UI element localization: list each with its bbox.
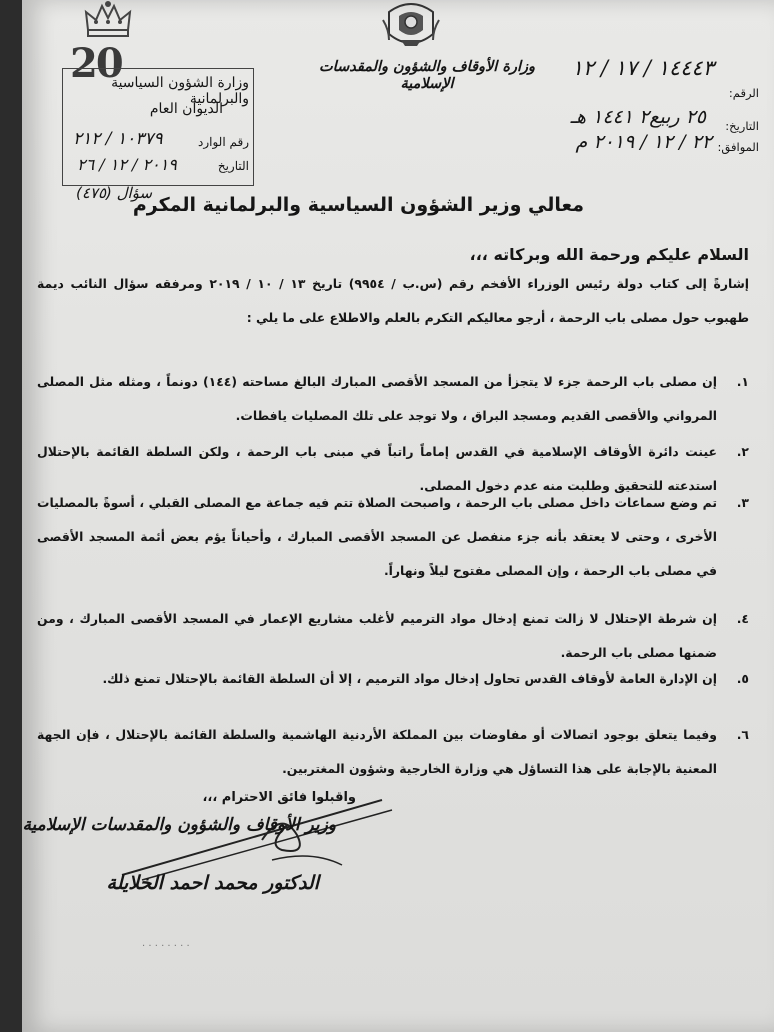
point-number: ١. (736, 374, 749, 389)
list-item (37, 718, 749, 786)
stamp-date-label: التاريخ (217, 159, 249, 173)
list-item (37, 486, 749, 588)
point-text: إن شرطة الإحتلال لا زالت تمنع إدخال مواد الترميم لأغلب مشاريع الإعمار في المسجد الأقصى المبارك ، ومن ضمنها مصلى باب الرحمة. (37, 611, 717, 660)
signer-title: وزير الأوقاف والشؤون والمقدسات الإسلامية (22, 815, 336, 835)
correspond-label: الموافق: (717, 140, 759, 154)
point-text: عينت دائرة الأوقاف الإسلامية في القدس إماماً راتباً في مبنى باب الرحمة ، ولكن السلطة القائمة بالإحتلال استدعته للتحقيق وطلبت منه عدم دخول المصلى. (37, 444, 717, 493)
point-number: ٣. (736, 495, 749, 510)
intro-paragraph: إشارةً إلى كتاب دولة رئيس الوزراء الأفخم رقم (س.ب / ٩٩٥٤) تاريخ ١٣ / ١٠ / ٢٠١٩ ومرفقه سؤال النائب ديمة طهبوب حول مصلى باب الرحمة ، أرجو معاليكم التكرم بالعلم والاطلاع على ما يلي : (37, 276, 750, 325)
point-number: ٤. (736, 611, 749, 626)
date-label: التاريخ: (725, 119, 759, 133)
point-number: ٥. (736, 671, 749, 686)
list-item (37, 365, 749, 433)
question-number-note: سؤال (٤٧٥) (76, 184, 153, 202)
point-text: إن الإدارة العامة لأوقاف القدس تحاول إدخال مواد الترميم ، إلا أن السلطة القائمة بالإحتلال تمنع ذلك. (102, 671, 717, 686)
stamp-incoming-value: ١٠٣٧٩ / ٢١٢ (73, 129, 163, 149)
point-text: تم وضع سماعات داخل مصلى باب الرحمة ، واصبحت الصلاة تتم فيه جماعة مع المصلى القبلي ، أسوةً بالمصليات الأخرى ، وحتى لا يعتقد بأنه جزء منفصل عن المسجد الأقصى المبارك ، وأحياناً يؤم بعض أئمة المسجد الأقصى في مصلى باب الرحمة ، وإن المصلى مفتوح ليلاً ونهاراً. (37, 495, 717, 578)
reference-number-label: الرقم: (728, 86, 759, 100)
reference-number-value: ١٤٤٤٣ / ١٧ / ١٢ (571, 56, 714, 80)
gregorian-date-value: ٢٢ / ١٢ / ٢٠١٩ م (575, 131, 712, 153)
stamp-ministry: وزارة الشؤون السياسية والبرلمانية (111, 75, 249, 107)
list-item (37, 662, 749, 696)
greeting: السلام عليكم ورحمة الله وبركاته ،،، (469, 245, 749, 264)
closing-phrase: واقبلوا فائق الاحترام ،،، (202, 790, 356, 805)
jubilee-emblem: 20 (70, 40, 122, 87)
addressee: معالي وزير الشؤون السياسية والبرلمانية المكرم (132, 194, 584, 216)
incoming-stamp (62, 68, 254, 186)
stamp-incoming-label: رقم الوارد (198, 135, 249, 149)
stamp-office: الديوان العام (149, 101, 223, 117)
list-item (37, 602, 749, 670)
point-number: ٦. (736, 727, 749, 742)
hijri-date-value: ٢٥ ربيع٢ ١٤٤١ هـ (570, 106, 706, 128)
point-text: إن مصلى باب الرحمة جزء لا يتجزأ من المسجد الأقصى المبارك البالغ مساحته (١٤٤) دونماً ، ومثله مثل المصلى المرواني والأقصى القديم ومسجد البراق ، ولا توجد على تلك المصليات يافطات. (37, 374, 717, 423)
signer-name: الدكتور محمد احمد الخلايلة (106, 872, 319, 894)
footer-artifact: . . . . . . . . (142, 938, 190, 949)
coat-of-arms-icon (379, 0, 443, 52)
ministry-letterhead: وزارة الأوقاف والشؤون والمقدسات الإسلامية (319, 58, 535, 92)
point-number: ٢. (736, 444, 749, 459)
point-text: وفيما يتعلق بوجود اتصالات أو مفاوضات بين المملكة الأردنية الهاشمية والسلطة القائمة بالإحتلال ، فإن الجهة المعنية بالإجابة على هذا التساؤل هي وزارة الخارجية وشؤون المغتربين. (37, 727, 717, 776)
stamp-date-value: ٢٠١٩ / ١٢ / ٢٦ (77, 155, 177, 174)
letter-page (22, 0, 774, 1032)
